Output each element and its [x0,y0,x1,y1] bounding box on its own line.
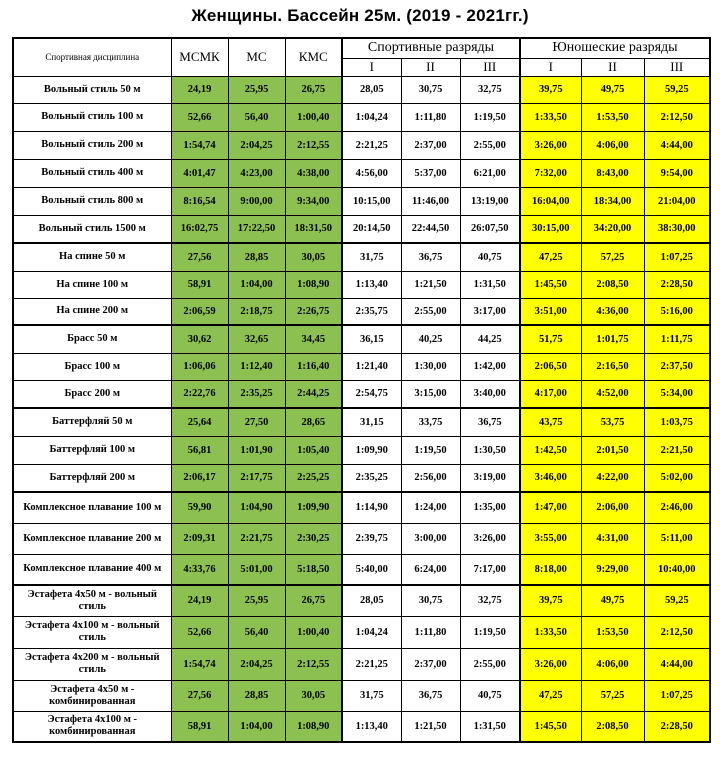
cell-youth-rank-1: 8:18,00 [520,554,581,585]
cell-sport-rank-2: 30,75 [401,585,460,616]
cell-sport-rank-2: 36,75 [401,243,460,271]
cell-sport-rank-3: 3:19,00 [460,464,520,492]
table-row [13,408,710,436]
cell-kms: 1:05,40 [285,436,342,464]
cell-sport-rank-1: 2:21,25 [342,131,401,159]
cell-msmk: 25,64 [171,408,228,436]
cell-discipline: Эстафета 4х100 м - комбинированная [13,711,171,742]
cell-sport-rank-3: 1:35,00 [460,492,520,523]
table-row [13,187,710,215]
cell-youth-rank-3: 5:11,00 [644,523,710,554]
cell-msmk: 24,19 [171,585,228,616]
cell-sport-rank-1: 5:40,00 [342,554,401,585]
cell-kms: 1:09,90 [285,492,342,523]
cell-kms: 2:44,25 [285,380,342,408]
cell-sport-rank-3: 7:17,00 [460,554,520,585]
cell-youth-rank-2: 2:16,50 [581,353,644,380]
cell-msmk: 58,91 [171,271,228,298]
table-row [13,380,710,408]
cell-sport-rank-3: 1:30,50 [460,436,520,464]
cell-kms: 2:30,25 [285,523,342,554]
cell-sport-rank-3: 1:31,50 [460,711,520,742]
table-row [13,131,710,159]
cell-sport-rank-2: 3:15,00 [401,380,460,408]
header-youth-rank-1: I [520,58,581,76]
cell-msmk: 16:02,75 [171,215,228,243]
cell-sport-rank-2: 22:44,50 [401,215,460,243]
cell-youth-rank-2: 53,75 [581,408,644,436]
table-row [13,103,710,131]
cell-sport-rank-1: 2:54,75 [342,380,401,408]
cell-youth-rank-1: 3:26,00 [520,131,581,159]
cell-ms: 2:21,75 [228,523,285,554]
table-row [13,648,710,680]
cell-discipline: Эстафета 4х100 м - вольный стиль [13,616,171,648]
cell-msmk: 52,66 [171,616,228,648]
cell-sport-rank-3: 40,75 [460,243,520,271]
cell-sport-rank-3: 2:55,00 [460,131,520,159]
cell-youth-rank-1: 47,25 [520,680,581,711]
cell-youth-rank-3: 4:44,00 [644,131,710,159]
cell-discipline: Вольный стиль 200 м [13,131,171,159]
cell-youth-rank-2: 1:01,75 [581,325,644,353]
cell-ms: 2:35,25 [228,380,285,408]
cell-youth-rank-1: 30:15,00 [520,215,581,243]
cell-sport-rank-1: 31,15 [342,408,401,436]
cell-discipline: Комплексное плавание 100 м [13,492,171,523]
cell-msmk: 2:22,76 [171,380,228,408]
cell-sport-rank-1: 2:35,25 [342,464,401,492]
cell-youth-rank-1: 39,75 [520,76,581,103]
cell-discipline: Брасс 200 м [13,380,171,408]
cell-sport-rank-1: 28,05 [342,585,401,616]
cell-discipline: Вольный стиль 800 м [13,187,171,215]
header-youth-ranks: Юношеские разряды [520,38,710,58]
cell-discipline: Баттерфляй 50 м [13,408,171,436]
table-row [13,554,710,585]
cell-youth-rank-2: 57,25 [581,243,644,271]
cell-kms: 26,75 [285,76,342,103]
cell-youth-rank-2: 9:29,00 [581,554,644,585]
cell-youth-rank-1: 39,75 [520,585,581,616]
cell-sport-rank-2: 1:11,80 [401,616,460,648]
cell-youth-rank-3: 1:07,25 [644,680,710,711]
cell-youth-rank-1: 1:45,50 [520,271,581,298]
table-row [13,159,710,187]
cell-sport-rank-2: 2:37,00 [401,648,460,680]
header-sport-rank-1: I [342,58,401,76]
cell-sport-rank-2: 1:24,00 [401,492,460,523]
cell-ms: 1:04,00 [228,271,285,298]
cell-kms: 2:26,75 [285,298,342,325]
cell-discipline: Брасс 100 м [13,353,171,380]
cell-ms: 5:01,00 [228,554,285,585]
cell-sport-rank-1: 10:15,00 [342,187,401,215]
cell-msmk: 52,66 [171,103,228,131]
cell-youth-rank-1: 3:51,00 [520,298,581,325]
cell-youth-rank-3: 2:28,50 [644,271,710,298]
cell-discipline: Баттерфляй 100 м [13,436,171,464]
cell-youth-rank-3: 1:03,75 [644,408,710,436]
cell-youth-rank-1: 2:06,50 [520,353,581,380]
cell-ms: 1:12,40 [228,353,285,380]
cell-kms: 2:25,25 [285,464,342,492]
cell-discipline: Вольный стиль 100 м [13,103,171,131]
table-row [13,616,710,648]
cell-sport-rank-3: 32,75 [460,585,520,616]
table-row [13,325,710,353]
cell-youth-rank-2: 8:43,00 [581,159,644,187]
cell-sport-rank-1: 1:04,24 [342,616,401,648]
cell-sport-rank-1: 1:13,40 [342,271,401,298]
cell-sport-rank-3: 6:21,00 [460,159,520,187]
header-msmk: МСМК [171,38,228,76]
cell-youth-rank-3: 5:16,00 [644,298,710,325]
cell-ms: 56,40 [228,103,285,131]
cell-discipline: На спине 100 м [13,271,171,298]
cell-ms: 1:04,00 [228,711,285,742]
cell-kms: 1:08,90 [285,711,342,742]
cell-sport-rank-2: 5:37,00 [401,159,460,187]
cell-ms: 27,50 [228,408,285,436]
cell-youth-rank-1: 1:33,50 [520,616,581,648]
cell-sport-rank-1: 28,05 [342,76,401,103]
cell-youth-rank-2: 57,25 [581,680,644,711]
cell-youth-rank-2: 2:01,50 [581,436,644,464]
header-youth-rank-3: III [644,58,710,76]
cell-kms: 5:18,50 [285,554,342,585]
cell-youth-rank-3: 2:37,50 [644,353,710,380]
cell-ms: 17:22,50 [228,215,285,243]
cell-msmk: 27,56 [171,243,228,271]
cell-youth-rank-2: 1:53,50 [581,103,644,131]
cell-sport-rank-2: 36,75 [401,680,460,711]
cell-msmk: 8:16,54 [171,187,228,215]
cell-sport-rank-1: 1:13,40 [342,711,401,742]
cell-discipline: Вольный стиль 400 м [13,159,171,187]
cell-youth-rank-1: 7:32,00 [520,159,581,187]
cell-youth-rank-3: 2:12,50 [644,103,710,131]
cell-sport-rank-2: 2:37,00 [401,131,460,159]
cell-sport-rank-1: 2:35,75 [342,298,401,325]
cell-youth-rank-2: 49,75 [581,585,644,616]
cell-kms: 2:12,55 [285,131,342,159]
cell-sport-rank-3: 3:40,00 [460,380,520,408]
cell-sport-rank-3: 26:07,50 [460,215,520,243]
cell-youth-rank-1: 51,75 [520,325,581,353]
cell-youth-rank-2: 2:08,50 [581,271,644,298]
cell-sport-rank-2: 11:46,00 [401,187,460,215]
cell-youth-rank-2: 49,75 [581,76,644,103]
cell-youth-rank-2: 18:34,00 [581,187,644,215]
header-discipline: Спортивная дисциплина [13,38,171,76]
cell-sport-rank-1: 20:14,50 [342,215,401,243]
standards-table [12,37,711,743]
table-row [13,711,710,742]
cell-sport-rank-3: 1:31,50 [460,271,520,298]
cell-ms: 28,85 [228,680,285,711]
table-row [13,76,710,103]
header-sport-rank-2: II [401,58,460,76]
cell-sport-rank-3: 44,25 [460,325,520,353]
cell-discipline: Комплексное плавание 200 м [13,523,171,554]
cell-youth-rank-2: 4:06,00 [581,131,644,159]
cell-msmk: 58,91 [171,711,228,742]
cell-discipline: Эстафета 4х50 м - комбинированная [13,680,171,711]
cell-discipline: Вольный стиль 50 м [13,76,171,103]
cell-sport-rank-1: 31,75 [342,680,401,711]
cell-youth-rank-3: 2:28,50 [644,711,710,742]
cell-ms: 32,65 [228,325,285,353]
cell-youth-rank-3: 1:11,75 [644,325,710,353]
cell-ms: 1:01,90 [228,436,285,464]
cell-discipline: На спине 200 м [13,298,171,325]
cell-youth-rank-2: 2:06,00 [581,492,644,523]
cell-sport-rank-1: 1:04,24 [342,103,401,131]
cell-kms: 18:31,50 [285,215,342,243]
cell-youth-rank-3: 2:21,50 [644,436,710,464]
table-row [13,436,710,464]
cell-youth-rank-3: 4:44,00 [644,648,710,680]
header-ms: МС [228,38,285,76]
cell-youth-rank-3: 1:07,25 [644,243,710,271]
cell-kms: 28,65 [285,408,342,436]
cell-discipline: Вольный стиль 1500 м [13,215,171,243]
cell-sport-rank-2: 3:00,00 [401,523,460,554]
cell-youth-rank-1: 3:55,00 [520,523,581,554]
cell-sport-rank-3: 32,75 [460,76,520,103]
cell-ms: 2:17,75 [228,464,285,492]
cell-msmk: 2:06,17 [171,464,228,492]
cell-ms: 28,85 [228,243,285,271]
cell-sport-rank-2: 1:21,50 [401,271,460,298]
cell-ms: 25,95 [228,76,285,103]
cell-kms: 30,05 [285,243,342,271]
cell-youth-rank-2: 4:22,00 [581,464,644,492]
cell-sport-rank-3: 13:19,00 [460,187,520,215]
cell-sport-rank-2: 33,75 [401,408,460,436]
cell-sport-rank-2: 2:55,00 [401,298,460,325]
cell-sport-rank-1: 36,15 [342,325,401,353]
cell-ms: 56,40 [228,616,285,648]
cell-youth-rank-3: 5:34,00 [644,380,710,408]
cell-msmk: 24,19 [171,76,228,103]
cell-ms: 1:04,90 [228,492,285,523]
cell-msmk: 59,90 [171,492,228,523]
cell-msmk: 1:54,74 [171,131,228,159]
cell-kms: 1:16,40 [285,353,342,380]
cell-kms: 34,45 [285,325,342,353]
table-row [13,680,710,711]
cell-sport-rank-3: 3:17,00 [460,298,520,325]
cell-youth-rank-2: 2:08,50 [581,711,644,742]
cell-youth-rank-1: 1:42,50 [520,436,581,464]
cell-kms: 26,75 [285,585,342,616]
cell-sport-rank-3: 3:26,00 [460,523,520,554]
cell-youth-rank-1: 47,25 [520,243,581,271]
cell-youth-rank-2: 4:36,00 [581,298,644,325]
cell-sport-rank-1: 1:09,90 [342,436,401,464]
cell-kms: 1:08,90 [285,271,342,298]
cell-discipline: Баттерфляй 200 м [13,464,171,492]
cell-youth-rank-3: 59,25 [644,585,710,616]
cell-kms: 1:00,40 [285,616,342,648]
cell-youth-rank-2: 4:52,00 [581,380,644,408]
cell-ms: 2:18,75 [228,298,285,325]
cell-msmk: 56,81 [171,436,228,464]
cell-sport-rank-1: 1:21,40 [342,353,401,380]
cell-youth-rank-3: 38:30,00 [644,215,710,243]
table-row [13,215,710,243]
cell-discipline: Эстафета 4х50 м - вольный стиль [13,585,171,616]
cell-discipline: Брасс 50 м [13,325,171,353]
table-row [13,585,710,616]
cell-youth-rank-2: 1:53,50 [581,616,644,648]
cell-youth-rank-1: 3:46,00 [520,464,581,492]
cell-ms: 2:04,25 [228,131,285,159]
cell-sport-rank-3: 2:55,00 [460,648,520,680]
cell-youth-rank-1: 16:04,00 [520,187,581,215]
cell-sport-rank-1: 2:21,25 [342,648,401,680]
header-youth-rank-2: II [581,58,644,76]
cell-msmk: 30,62 [171,325,228,353]
cell-sport-rank-2: 6:24,00 [401,554,460,585]
cell-kms: 4:38,00 [285,159,342,187]
cell-sport-rank-3: 1:19,50 [460,616,520,648]
cell-kms: 2:12,55 [285,648,342,680]
cell-sport-rank-2: 1:19,50 [401,436,460,464]
cell-discipline: Комплексное плавание 400 м [13,554,171,585]
header-sport-ranks: Спортивные разряды [342,38,520,58]
cell-msmk: 4:33,76 [171,554,228,585]
table-row [13,464,710,492]
cell-sport-rank-2: 1:11,80 [401,103,460,131]
cell-youth-rank-3: 59,25 [644,76,710,103]
cell-youth-rank-1: 3:26,00 [520,648,581,680]
cell-youth-rank-1: 1:33,50 [520,103,581,131]
cell-sport-rank-3: 36,75 [460,408,520,436]
cell-sport-rank-3: 1:42,00 [460,353,520,380]
cell-ms: 9:00,00 [228,187,285,215]
cell-youth-rank-1: 1:45,50 [520,711,581,742]
cell-youth-rank-3: 10:40,00 [644,554,710,585]
cell-sport-rank-1: 31,75 [342,243,401,271]
cell-kms: 30,05 [285,680,342,711]
cell-youth-rank-1: 4:17,00 [520,380,581,408]
cell-ms: 25,95 [228,585,285,616]
cell-msmk: 1:54,74 [171,648,228,680]
page-title: Женщины. Бассейн 25м. (2019 - 2021гг.) [191,6,529,25]
cell-youth-rank-2: 4:31,00 [581,523,644,554]
cell-youth-rank-2: 4:06,00 [581,648,644,680]
header-kms: КМС [285,38,342,76]
cell-sport-rank-2: 2:56,00 [401,464,460,492]
header-sport-rank-3: III [460,58,520,76]
cell-youth-rank-3: 2:46,00 [644,492,710,523]
cell-youth-rank-3: 9:54,00 [644,159,710,187]
cell-sport-rank-1: 4:56,00 [342,159,401,187]
cell-msmk: 2:09,31 [171,523,228,554]
cell-sport-rank-2: 40,25 [401,325,460,353]
table-row [13,298,710,325]
table-row [13,243,710,271]
table-row [13,492,710,523]
cell-sport-rank-3: 1:19,50 [460,103,520,131]
table-row [13,523,710,554]
cell-discipline: На спине 50 м [13,243,171,271]
cell-sport-rank-2: 1:30,00 [401,353,460,380]
cell-sport-rank-2: 30,75 [401,76,460,103]
cell-sport-rank-2: 1:21,50 [401,711,460,742]
table-row [13,271,710,298]
cell-youth-rank-1: 43,75 [520,408,581,436]
cell-kms: 1:00,40 [285,103,342,131]
cell-sport-rank-1: 1:14,90 [342,492,401,523]
cell-kms: 9:34,00 [285,187,342,215]
cell-sport-rank-1: 2:39,75 [342,523,401,554]
cell-youth-rank-3: 2:12,50 [644,616,710,648]
cell-ms: 4:23,00 [228,159,285,187]
cell-youth-rank-3: 21:04,00 [644,187,710,215]
cell-msmk: 27,56 [171,680,228,711]
cell-youth-rank-1: 1:47,00 [520,492,581,523]
cell-youth-rank-2: 34:20,00 [581,215,644,243]
table-row [13,353,710,380]
cell-youth-rank-3: 5:02,00 [644,464,710,492]
cell-sport-rank-3: 40,75 [460,680,520,711]
cell-msmk: 4:01,47 [171,159,228,187]
cell-msmk: 2:06,59 [171,298,228,325]
cell-ms: 2:04,25 [228,648,285,680]
cell-msmk: 1:06,06 [171,353,228,380]
cell-discipline: Эстафета 4х200 м - вольный стиль [13,648,171,680]
